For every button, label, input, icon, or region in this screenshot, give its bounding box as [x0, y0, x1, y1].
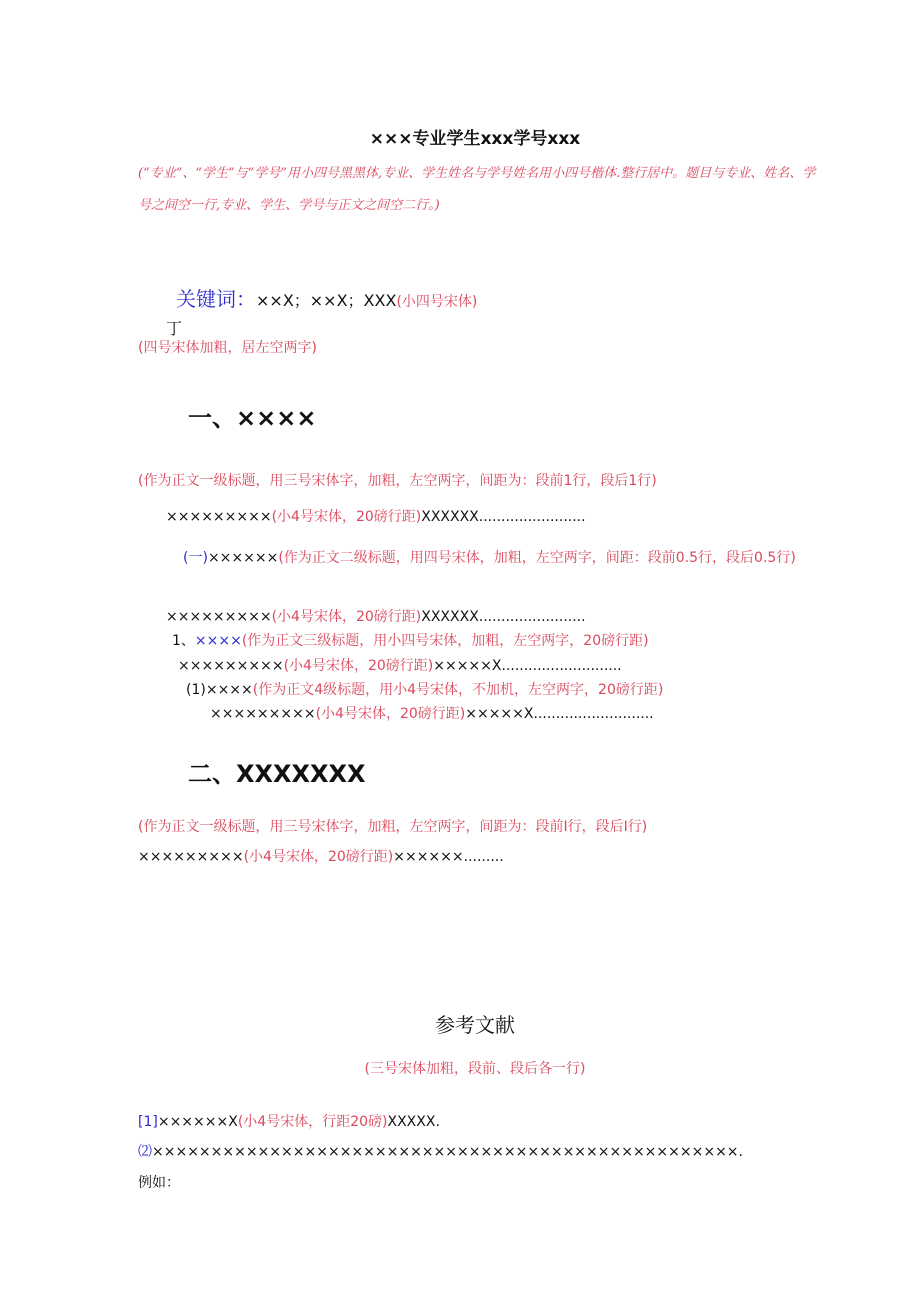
level4-heading	[186, 679, 663, 699]
level3-text: ××××	[194, 633, 242, 649]
body-paragraph	[138, 846, 504, 866]
reference-item	[138, 1111, 440, 1131]
level2-heading-note: (作为正文二级标题，用四号宋体，加粗，左空两字，间距：段前0.5行，段后0.5行)	[278, 550, 796, 566]
body-paragraph	[166, 606, 586, 626]
subsection-heading-1	[138, 546, 818, 570]
keywords-label: 关键词：	[176, 287, 256, 311]
level1-heading-note: (作为正文一级标题，用三号宋体字，加粗，左空两字，间距为：段前1行，段后1行)	[138, 473, 657, 489]
body-format-note: (小4号宋体，20磅行距)	[243, 849, 394, 865]
keywords-line	[176, 283, 477, 312]
reference-item	[138, 1141, 743, 1161]
section-heading-2: 二、XXXXXXX	[188, 760, 366, 788]
level1-heading-note: (作为正文一级标题，用三号宋体字，加粗，左空两字，间距为：段前I行，段后I行)	[138, 819, 648, 835]
reference-text: ××××××××××××××××××××××××××××××××××××××××××××××××××.	[152, 1144, 743, 1160]
keywords-value: ××X；××X；XXX	[256, 291, 397, 310]
reference-number: ⑵	[138, 1144, 152, 1160]
references-title: 参考文献	[435, 1013, 515, 1037]
level3-number: 1、	[172, 633, 195, 649]
section-format-note: (四号宋体加粗，居左空两字)	[138, 340, 317, 356]
stray-glyph: 丁	[166, 319, 183, 338]
page-title: ×××专业学生xxx学号xxx	[369, 129, 581, 149]
level3-heading-note: (作为正文三级标题，用小四号宋体，加粗，左空两字，20磅行距)	[241, 633, 649, 649]
keywords-note: (小四号宋体)	[396, 294, 478, 310]
reference-number: [1]	[138, 1114, 158, 1130]
reference-text: ××××××X	[157, 1114, 238, 1130]
body-tail: XXXXXX........................	[421, 609, 586, 625]
references-format-note: (三号宋体加粗，段前、段后各一行)	[364, 1061, 586, 1077]
body-text: ×××××××××	[178, 658, 284, 674]
section-heading-1: 一、××××	[188, 404, 317, 432]
body-text: ×××××××××	[138, 849, 244, 865]
body-text: ×××××××××	[166, 509, 272, 525]
level4-text: ××××	[205, 682, 253, 698]
body-tail: XXXXXX........................	[421, 509, 586, 525]
body-tail: ×××××X...........................	[465, 706, 654, 722]
body-paragraph	[210, 703, 654, 723]
body-paragraph	[166, 506, 586, 526]
reference-format-note: (小4号宋体，行距20磅)	[237, 1114, 388, 1130]
reference-tail: XXXXX.	[387, 1114, 440, 1130]
body-format-note: (小4号宋体，20磅行距)	[283, 658, 434, 674]
body-tail: ×××××X...........................	[433, 658, 622, 674]
level4-number: (1)	[186, 682, 206, 698]
level4-heading-note: (作为正文4级标题，用小4号宋体，不加机，左空两字，20磅行距)	[252, 682, 664, 698]
example-label: 例如：	[138, 1175, 180, 1191]
level3-heading	[172, 630, 649, 650]
body-format-note: (小4号宋体，20磅行距)	[271, 509, 422, 525]
subsection-label: (一)	[183, 550, 208, 566]
body-paragraph	[178, 655, 622, 675]
body-text: ×××××××××	[166, 609, 272, 625]
body-text: ×××××××××	[210, 706, 316, 722]
body-format-note: (小4号宋体，20磅行距)	[315, 706, 466, 722]
subsection-text: ××××××	[207, 550, 279, 566]
body-format-note: (小4号宋体，20磅行距)	[271, 609, 422, 625]
title-format-note: (“专业”、“学生”与“学号”用小四号黑黑体,专业、学生姓名与学号姓名用小四号楷体.整行居中。题目与专业、姓名、学号之间空一行,专业、学生、学号与正文之间空二行。)	[138, 166, 816, 213]
body-tail: ××××××.........	[393, 849, 504, 865]
